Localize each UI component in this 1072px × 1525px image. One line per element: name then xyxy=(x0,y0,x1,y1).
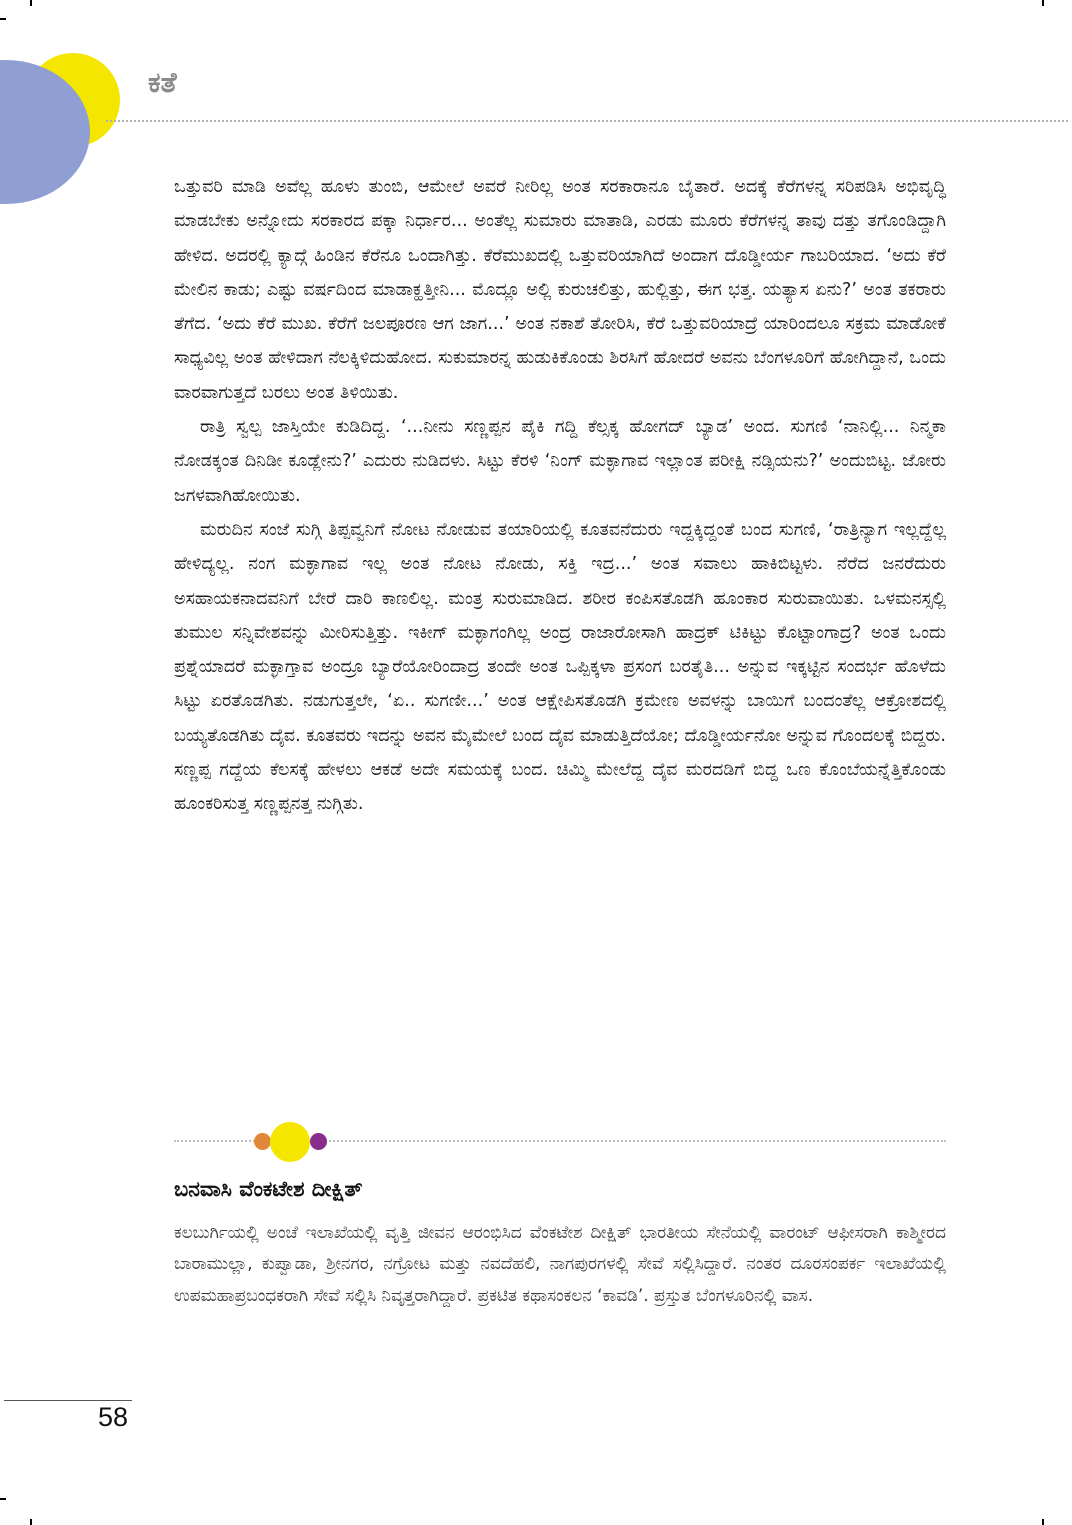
separator-yellow-dot xyxy=(270,1122,310,1162)
header-dotted-rule xyxy=(106,120,1068,122)
crop-mark xyxy=(0,18,6,20)
story-body xyxy=(174,170,946,822)
story-paragraph: ರಾತ್ರಿ ಸ್ವಲ್ಪ ಜಾಸ್ತಿಯೇ ಕುಡಿದಿದ್ದ. ‘...ನೀನು ಸಣ್ಣಪ್ಪನ ಪೈಕಿ ಗದ್ದಿ ಕೆಲ್ಸಕ್ಕ ಹೋಗದ್ ಬ್ಯಾಡ’ ಅಂದ. ಸುಗಣಿ ‘ನಾನಿಲ್ಲಿ... ನಿನ್ಮಕಾ ನೋಡಕ್ಕಂತ ದಿನಿಡೀ ಕೂಡ್ಲೇನು?’ ಎದುರು ನುಡಿದಳು. ಸಿಟ್ಟು ಕೆರಳಿ ‘ನಿಂಗ್ ಮಕ್ಳಾಗಾವ ಇಲ್ಲಾಂತ ಪರೀಕ್ಷಿ ನಡ್ಸಿಯನು?’ ಅಂದುಬಿಟ್ಟ. ಜೋರು ಜಗಳವಾಗಿಹೋಯಿತು. xyxy=(174,417,946,506)
author-name: ಬನವಾಸಿ ವೆಂಕಟೇಶ ದೀಕ್ಷಿತ್ xyxy=(174,1177,363,1201)
separator-purple-dot xyxy=(310,1133,327,1150)
crop-mark xyxy=(30,0,32,6)
story-paragraph: ಒತ್ತುವರಿ ಮಾಡಿ ಅವೆಲ್ಲ ಹೂಳು ತುಂಬಿ, ಆಮೇಲೆ ಅವರೆ ನೀರಿಲ್ಲ ಅಂತ ಸರಕಾರಾನೂ ಬೈತಾರೆ. ಅದಕ್ಕೆ ಕೆರೆಗಳನ್ನ ಸರಿಪಡಿಸಿ ಅಭಿವೃದ್ಧಿ ಮಾಡಬೇಕು ಅನ್ನೋದು ಸರಕಾರದ ಪಕ್ಕಾ ನಿರ್ಧಾರ... ಅಂತೆಲ್ಲ ಸುಮಾರು ಮಾತಾಡಿ, ಎರಡು ಮೂರು ಕೆರೆಗಳನ್ನ ತಾವು ದತ್ತು ತಗೊಂಡಿದ್ದಾಗಿ ಹೇಳಿದ. ಅದರಲ್ಲಿ ಕ್ಯಾದ್ಗೆ ಹಿಂಡಿನ ಕೆರೆನೂ ಒಂದಾಗಿತ್ತು. ಕೆರೆಮುಖದಲ್ಲಿ ಒತ್ತುವರಿಯಾಗಿದೆ ಅಂದಾಗ ದೊಡ್ಡೀರ್ಯ ಗಾಬರಿಯಾದ. ‘ಅದು ಕೆರೆ ಮೇಲಿನ ಕಾಡು; ಎಷ್ಟು ವರ್ಷದಿಂದ ಮಾಡಾಕ್ಹತ್ತೀನಿ... ಮೊದ್ಲೂ ಅಲ್ಲಿ ಕುರುಚಲಿತ್ತು, ಹುಲ್ಲಿತ್ತು, ಈಗ ಭತ್ತ. ಯತ್ಯಾಸ ಏನು?’ ಅಂತ ತಕರಾರು ತೆಗೆದ. ‘ಅದು ಕೆರೆ ಮುಖ. ಕೆರೆಗೆ ಜಲಪೂರಣ ಆಗ ಜಾಗ...’ ಅಂತ ನಕಾಶೆ ತೋರಿಸಿ, ಕೆರೆ ಒತ್ತುವರಿಯಾದ್ರೆ ಯಾರಿಂದಲೂ ಸಕ್ರಮ ಮಾಡೋಕೆ ಸಾಧ್ಯವಿಲ್ಲ ಅಂತ ಹೇಳಿದಾಗ ನೆಲಕ್ಕಿಳಿದುಹೋದ. ಸುಕುಮಾರನ್ನ ಹುಡುಕಿಕೊಂಡು ಶಿರಸಿಗೆ ಹೋದರೆ ಅವನು ಬೆಂಗಳೂರಿಗೆ ಹೋಗಿದ್ದಾನೆ, ಒಂದು ವಾರವಾಗುತ್ತದೆ ಬರಲು ಅಂತ ತಿಳಿಯಿತು. xyxy=(174,177,946,403)
crop-mark xyxy=(0,1498,6,1500)
page-number: 58 xyxy=(98,1402,129,1432)
story-paragraph: ಮರುದಿನ ಸಂಜೆ ಸುಗ್ಗಿ ತಿಪ್ಪವ್ವನಿಗೆ ನೋಟ ನೋಡುವ ತಯಾರಿಯಲ್ಲಿ ಕೂತವನೆದುರು ಇದ್ದಕ್ಕಿದ್ದಂತೆ ಬಂದ ಸುಗಣಿ, ‘ರಾತ್ರಿನ್ಯಾಗ ಇಲ್ಲದ್ದೆಲ್ಲ ಹೇಳಿದ್ಯಲ್ಲ. ನಂಗ ಮಕ್ಳಾಗಾವ ಇಲ್ಲ ಅಂತ ನೋಟ ನೋಡು, ಸಕ್ತಿ ಇದ್ರ...’ ಅಂತ ಸವಾಲು ಹಾಕಿಬಿಟ್ಟಳು. ನೆರೆದ ಜನರೆದುರು ಅಸಹಾಯಕನಾದವನಿಗೆ ಬೇರೆ ದಾರಿ ಕಾಣಲಿಲ್ಲ. ಮಂತ್ರ ಸುರುಮಾಡಿದ. ಶರೀರ ಕಂಪಿಸತೊಡಗಿ ಹೂಂಕಾರ ಸುರುವಾಯಿತು. ಒಳಮನಸ್ಸಲ್ಲಿ ತುಮುಲ ಸನ್ನಿವೇಶವನ್ನು ಮೀರಿಸುತ್ತಿತ್ತು. ಇಕೀಗ್ ಮಕ್ಳಾಗಂಗಿಲ್ಲ ಅಂದ್ರ ರಾಜಾರೋಸಾಗಿ ಹಾದ್ರಕ್ ಟಿಕಿಟ್ಟು ಕೊಟ್ಟಾಂಗಾದ್ರ? ಅಂತ ಒಂದು ಪ್ರಶ್ನೆಯಾದರೆ ಮಕ್ಳಾಗ್ತಾವ ಅಂದ್ರೂ ಬ್ಯಾರೆಯೋರಿಂದಾದ್ರ ತಂದೇ ಅಂತ ಒಪ್ಪಿಕ್ಕಳಾ ಪ್ರಸಂಗ ಬರತೈತಿ... ಅನ್ನುವ ಇಕ್ಕಟ್ಟಿನ ಸಂದರ್ಭ ಹೊಳೆದು ಸಿಟ್ಟು ಏರತೊಡಗಿತು. ನಡುಗುತ್ತಲೇ, ‘ಏ.. ಸುಗಣೀ...’ ಅಂತ ಆಕ್ಷೇಪಿಸತೊಡಗಿ ಕ್ರಮೇಣ ಅವಳನ್ನು ಬಾಯಿಗೆ ಬಂದಂತೆಲ್ಲ ಆಕ್ರೋಶದಲ್ಲಿ ಬಯ್ಯತೊಡಗಿತು ದೈವ. ಕೂತವರು ಇದನ್ನು ಅವನ ಮೈಮೇಲೆ ಬಂದ ದೈವ ಮಾಡುತ್ತಿದೆಯೋ; ದೊಡ್ಡೀರ್ಯನೋ ಅನ್ನುವ ಗೊಂದಲಕ್ಕೆ ಬಿದ್ದರು. ಸಣ್ಣಪ್ಪ ಗದ್ದೆಯ ಕೆಲಸಕ್ಕೆ ಹೇಳಲು ಆಕಡೆ ಅದೇ ಸಮಯಕ್ಕೆ ಬಂದ. ಚಿಮ್ಮಿ ಮೇಲೆದ್ದ ದೈವ ಮರದಡಿಗೆ ಬಿದ್ದ ಒಣ ಕೊಂಬೆಯನ್ನೆತ್ತಿಕೊಂಡು ಹೂಂಕರಿಸುತ್ತ ಸಣ್ಣಪ್ಪನತ್ತ ನುಗ್ಗಿತು. xyxy=(174,519,946,815)
crop-mark xyxy=(1042,0,1044,6)
crop-mark xyxy=(1042,1519,1044,1525)
section-label: ಕತೆ xyxy=(148,66,177,99)
crop-mark xyxy=(30,1519,32,1525)
author-bio: ಕಲಬುರ್ಗಿಯಲ್ಲಿ ಅಂಚೆ ಇಲಾಖೆಯಲ್ಲಿ ವೃತ್ತಿ ಜೀವನ ಆರಂಭಿಸಿದ ವೆಂಕಟೇಶ ದೀಕ್ಷಿತ್ ಭಾರತೀಯ ಸೇನೆಯಲ್ಲಿ ವಾರಂಟ್ ಆಫೀಸರಾಗಿ ಕಾಶ್ಮೀರದ ಬಾರಾಮುಲ್ಲಾ, ಕುಪ್ವಾಡಾ, ಶ್ರೀನಗರ, ನಗ್ರೋಟ ಮತ್ತು ನವದೆಹಲಿ, ನಾಗಪುರಗಳಲ್ಲಿ ಸೇವೆ ಸಲ್ಲಿಸಿದ್ದಾರೆ. ನಂತರ ದೂರಸಂಪರ್ಕ ಇಲಾಖೆಯಲ್ಲಿ ಉಪಮಹಾಪ್ರಬಂಧಕರಾಗಿ ಸೇವೆ ಸಲ್ಲಿಸಿ ನಿವೃತ್ತರಾಗಿದ್ದಾರೆ. ಪ್ರಕಟಿತ ಕಥಾಸಂಕಲನ ‘ಕಾವಡಿ’. ಪ್ರಸ್ತುತ ಬೆಂಗಳೂರಿನಲ್ಲಿ ವಾಸ. xyxy=(174,1223,946,1306)
separator-orange-dot xyxy=(254,1133,271,1150)
